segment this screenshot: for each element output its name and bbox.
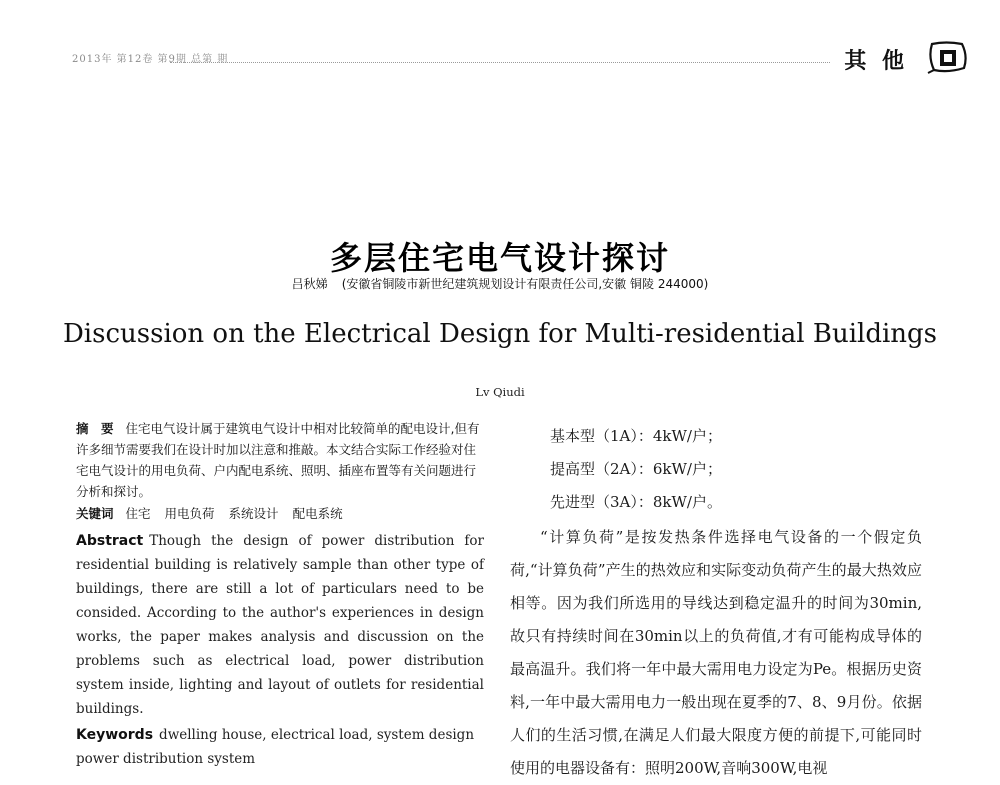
section-label: 其 他 bbox=[844, 49, 908, 74]
left-column bbox=[76, 418, 484, 771]
journal-info: 2013年 第12卷 第9期 总第 期 bbox=[72, 54, 229, 65]
keywords-zh-label: 关键词 bbox=[76, 506, 114, 521]
abstract-zh-text: 住宅电气设计属于建筑电气设计中相对比较简单的配电设计,但有许多细节需要我们在设计时加以注意和推敲。本文结合实际工作经验对住宅电气设计的用电负荷、户内配电系统、照明、插座布置等有关问题进行分析和探讨。 bbox=[76, 421, 480, 499]
keyword-zh: 用电负荷 bbox=[164, 506, 215, 521]
title-en: Discussion on the Electrical Design for Multi-residential Buildings bbox=[62, 319, 938, 349]
right-column bbox=[510, 420, 922, 785]
keyword-zh: 住宅 bbox=[125, 506, 151, 521]
keyword-zh: 系统设计 bbox=[228, 506, 279, 521]
abstract-en-text: Though the design of power distribution for residential building is relatively sample than other type of buildings, there are still a lot of particulars need to be consided. According to the author's experiences in design works, the paper makes analysis and discussion on the problems such as electrical load, power distribution system inside, lighting and layout of outlets for residential buildings. bbox=[76, 533, 484, 717]
keywords-en-text: dwelling house, electrical load, system design power distribution system bbox=[76, 727, 475, 767]
keywords-en-label: Keywords bbox=[76, 727, 154, 743]
section-logo-icon bbox=[926, 40, 970, 74]
header-rule bbox=[170, 62, 830, 63]
load-type-item: 提高型（2A）：6kW/户； bbox=[550, 460, 722, 478]
load-type-item: 先进型（3A）：8kW/户。 bbox=[550, 493, 722, 511]
abstract-en bbox=[76, 529, 484, 721]
author-en: Lv Qiudi bbox=[475, 385, 525, 399]
affiliation-zh: (安徽省铜陵市新世纪建筑规划设计有限责任公司,安徽 铜陵 244000) bbox=[341, 277, 709, 291]
abstract-en-label: Abstract bbox=[76, 533, 144, 549]
load-type-item: 基本型（1A）：4kW/户； bbox=[550, 427, 722, 445]
load-type-list bbox=[550, 420, 922, 519]
abstract-zh-label: 摘 要 bbox=[76, 421, 114, 436]
keywords-zh bbox=[76, 503, 484, 524]
body-paragraph: “计算负荷”是按发热条件选择电气设备的一个假定负荷,“计算负荷”产生的热效应和实际变动负荷产生的最大热效应相等。因为我们所选用的导线达到稳定温升的时间为30min,故只有持续时间在30min以上的负荷值,才有可能构成导体的最高温升。我们将一年中最大需用电力设定为Pe。根据历史资料,一年中最大需用电力一般出现在夏季的7、8、9月份。依据人们的生活习惯,在满足人们最大限度方便的前提下,可能同时使用的电器设备有：照明200W,音响300W,电视 bbox=[510, 528, 922, 777]
byline-zh bbox=[0, 275, 1000, 292]
keywords-en bbox=[76, 723, 484, 771]
title-zh: 多层住宅电气设计探讨 bbox=[329, 239, 670, 278]
author-zh: 吕秋娣 bbox=[291, 277, 328, 291]
abstract-zh bbox=[76, 418, 484, 502]
keyword-zh: 配电系统 bbox=[292, 506, 343, 521]
